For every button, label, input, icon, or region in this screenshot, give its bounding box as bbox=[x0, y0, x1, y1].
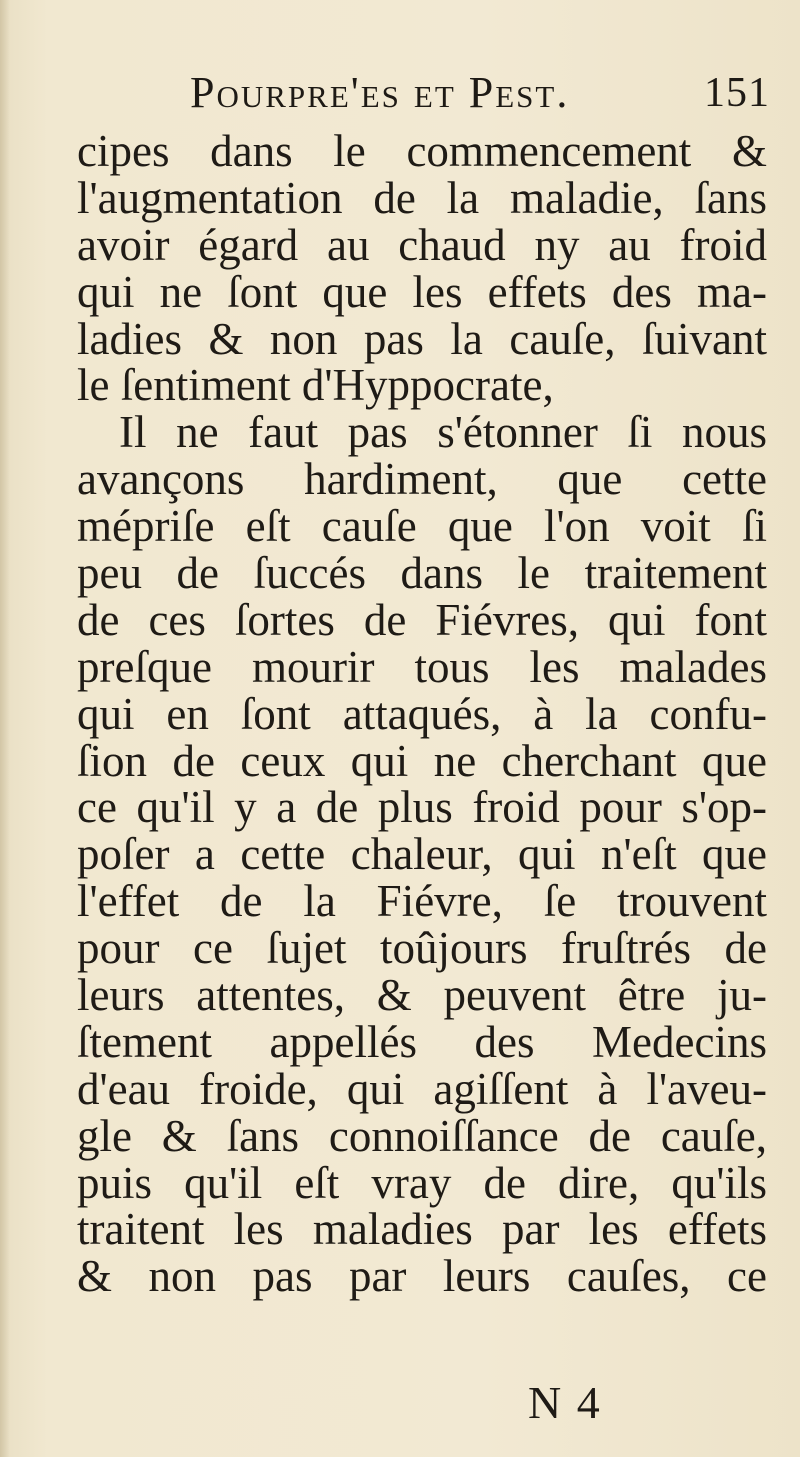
text-line: qui en ſont attaqués, à la confu- bbox=[77, 688, 767, 739]
page-number: 151 bbox=[704, 70, 770, 116]
text-line: puis qu'il eſt vray de dire, qu'ils bbox=[77, 1157, 767, 1208]
text-line: d'eau froide, qui agiſſent à l'aveu- bbox=[77, 1063, 767, 1114]
text-line: poſer a cette chaleur, qui n'eſt que bbox=[77, 829, 767, 880]
text-line: ce qu'il y a de plus froid pour s'op- bbox=[77, 782, 767, 833]
text-line: gle & ſans connoiſſance de cauſe, bbox=[77, 1110, 767, 1161]
text-line: de ces ſortes de Fiévres, qui font bbox=[77, 594, 767, 645]
text-line: avançons hardiment, que cette bbox=[77, 454, 767, 505]
text-line: cipes dans le commencement & bbox=[77, 126, 767, 176]
text-line: traitent les maladies par les effets bbox=[77, 1204, 767, 1255]
running-title: Pourpre'es et Pest. bbox=[190, 68, 570, 117]
text-line: mépriſe eſt cauſe que l'on voit ſi bbox=[77, 501, 767, 552]
text-line: qui ne ſont que les effets des ma- bbox=[77, 266, 767, 317]
text-line: ladies & non pas la cauſe, ſuivant bbox=[77, 313, 767, 364]
text-line: ſion de ceux qui ne cherchant que bbox=[77, 735, 767, 786]
text-line: ſtement appellés des Medecins bbox=[77, 1016, 767, 1067]
text-line: pour ce ſujet toûjours fruſtrés de bbox=[77, 923, 767, 974]
body-text bbox=[77, 128, 767, 1300]
text-line: preſque mourir tous les malades bbox=[77, 641, 767, 692]
text-line: & non pas par leurs cauſes, ce bbox=[77, 1251, 767, 1302]
signature-mark: N 4 bbox=[528, 1377, 602, 1428]
text-line: peu de ſuccés dans le traitement bbox=[77, 548, 767, 599]
text-line: avoir égard au chaud ny au froid bbox=[77, 219, 767, 270]
gutter-shadow bbox=[0, 0, 10, 1457]
text-line: l'effet de la Fiévre, ſe trouvent bbox=[77, 876, 767, 927]
running-header bbox=[190, 60, 770, 126]
text-line: leurs attentes, & peuvent être ju- bbox=[77, 970, 767, 1021]
text-line: le ſentiment d'Hyppocrate, bbox=[77, 360, 554, 411]
text-line: l'augmentation de la maladie, ſans bbox=[77, 172, 767, 223]
text-line: Il ne faut pas s'étonner ſi nous bbox=[119, 407, 767, 458]
